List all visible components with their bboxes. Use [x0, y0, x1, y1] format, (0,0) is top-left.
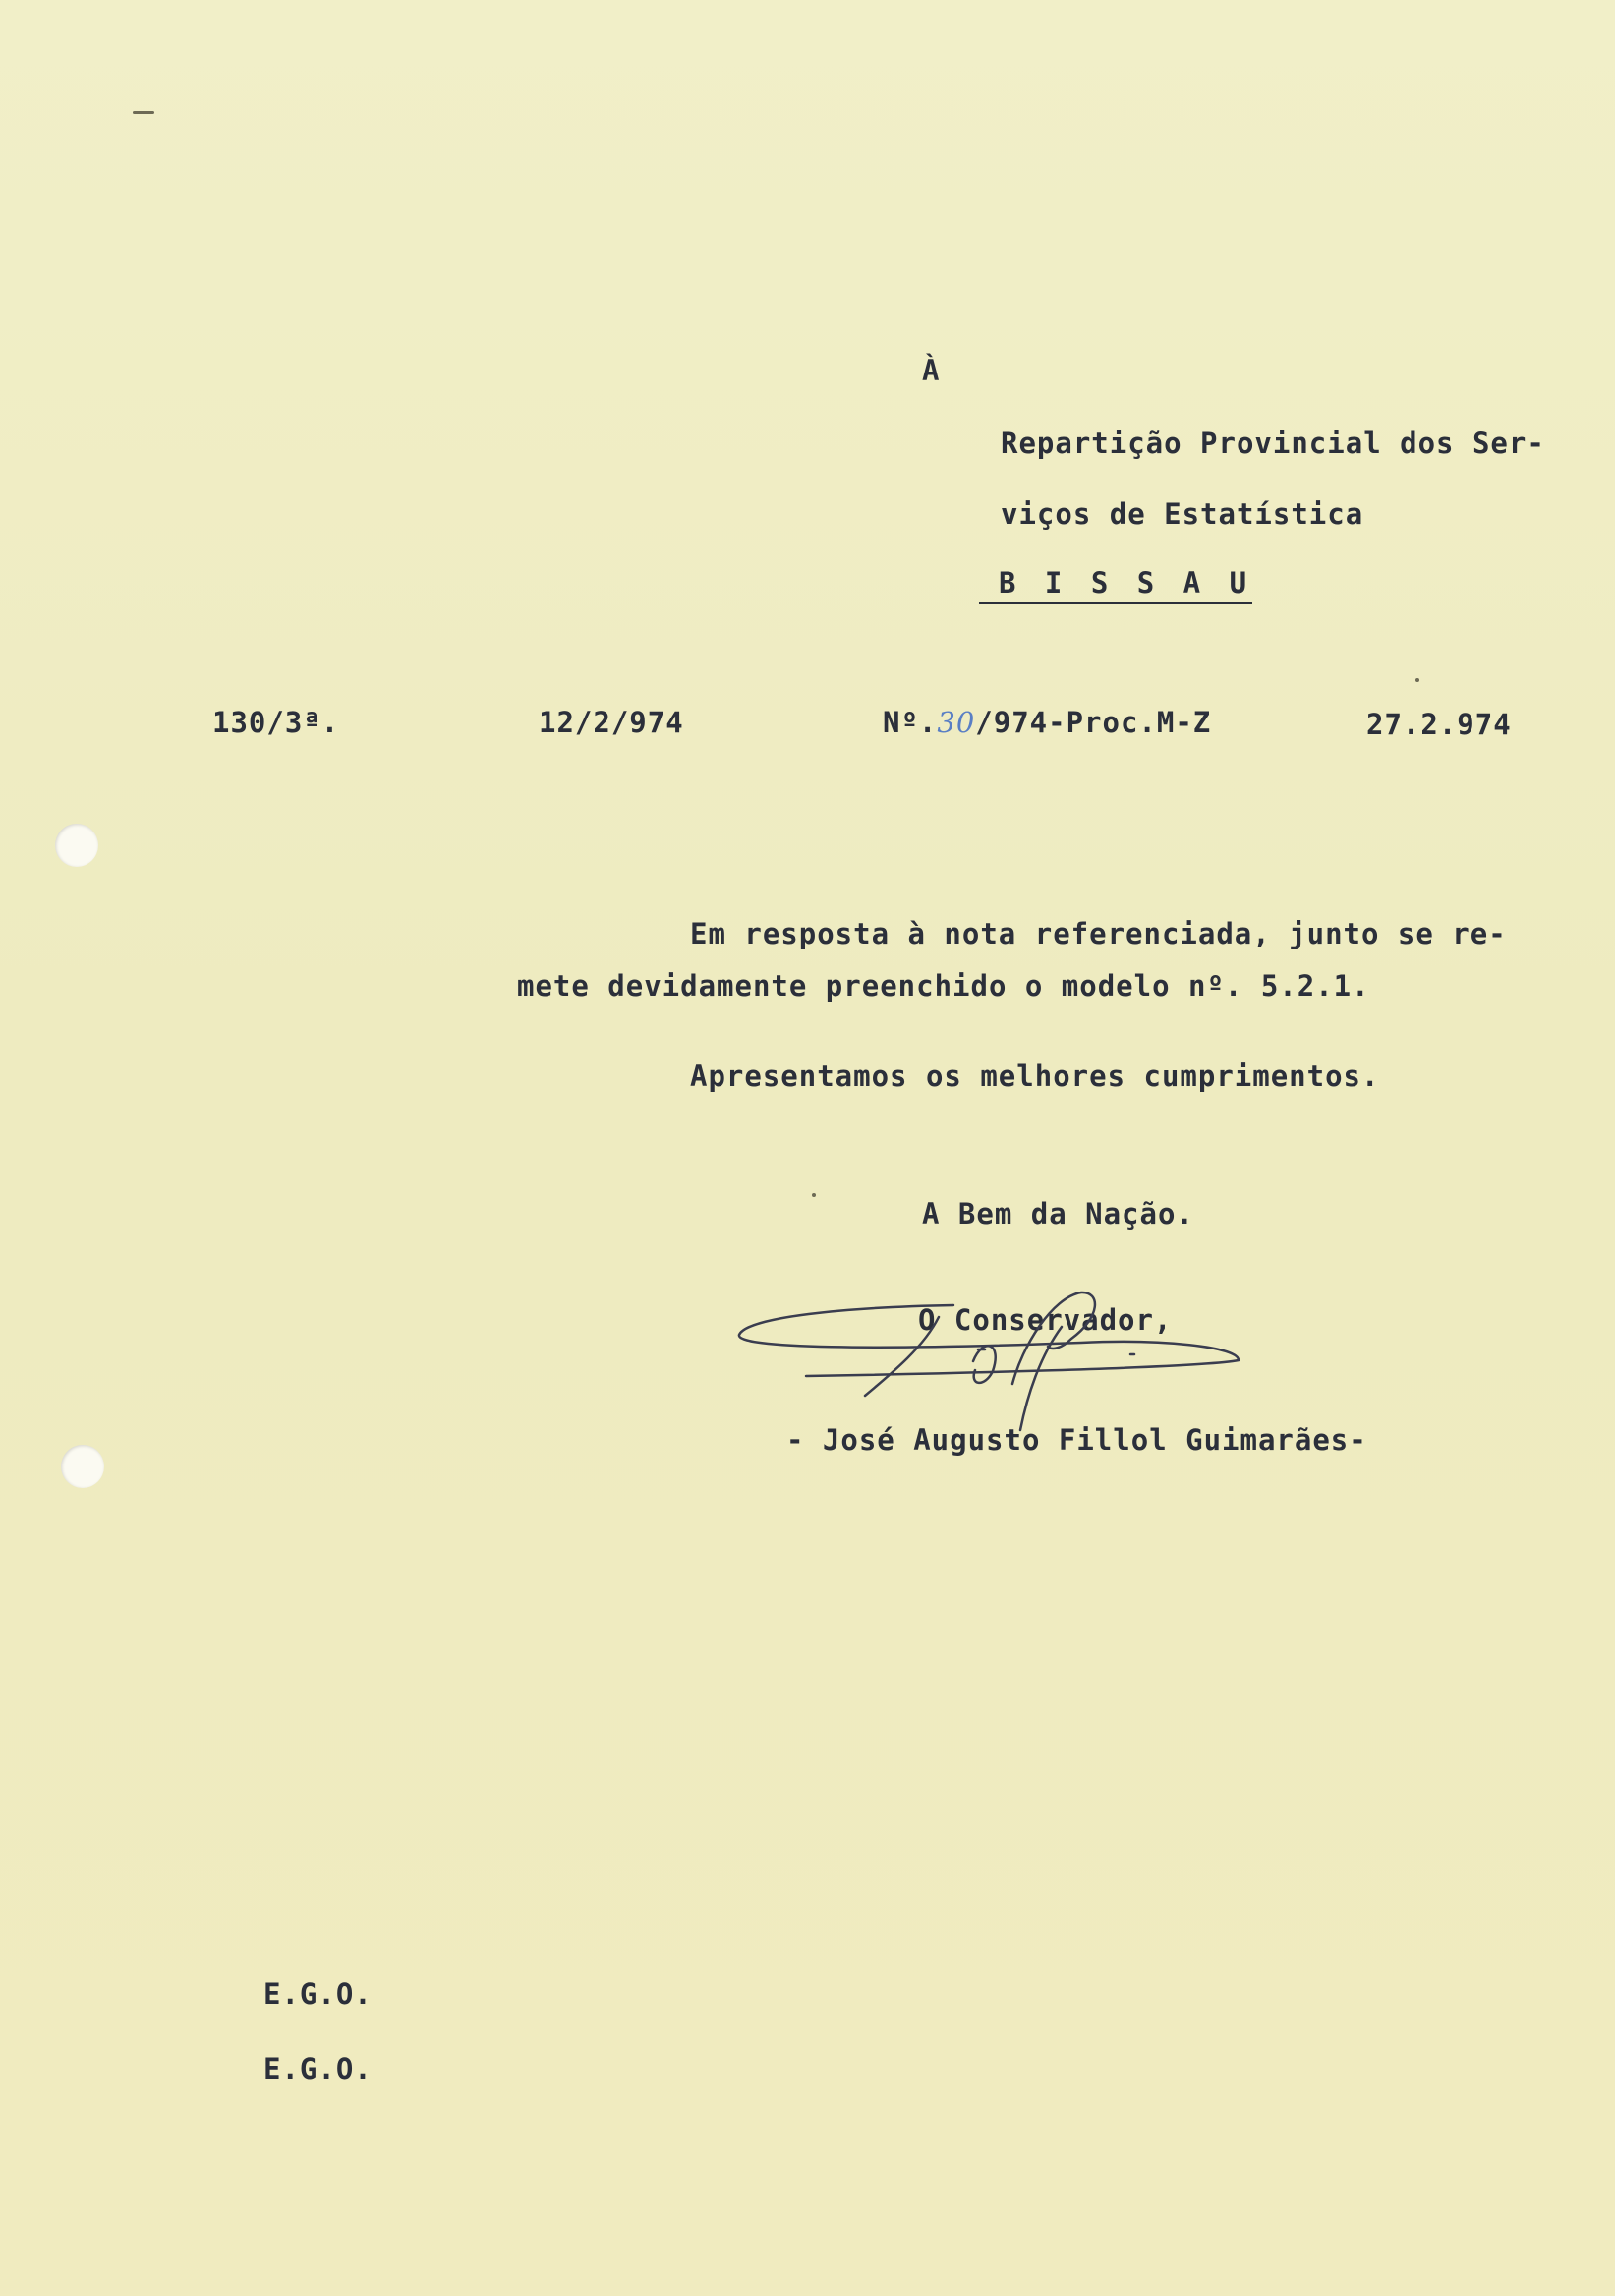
- addressee-line-1: Repartição Provincial dos Ser-: [1001, 427, 1545, 460]
- footer-initials-1: E.G.O.: [263, 1978, 373, 2011]
- handwritten-signature: [727, 1278, 1258, 1435]
- reference-date: 12/2/974: [539, 706, 684, 739]
- signatory-role: O Conservador,: [918, 1303, 1173, 1337]
- punch-hole-top: [55, 824, 98, 867]
- signatory-name: - José Augusto Fillol Guimarães-: [786, 1423, 1367, 1457]
- body-paragraph-1-line-1: Em resposta à nota referenciada, junto se re-: [690, 917, 1507, 950]
- document-number-handwritten: 30: [937, 706, 976, 739]
- document-number: [883, 706, 1211, 739]
- reference-number: 130/3ª.: [212, 706, 340, 739]
- addressee-city: B I S S A U: [999, 566, 1253, 600]
- addressee-to: À: [922, 354, 941, 387]
- closing-salutation: A Bem da Nação.: [922, 1197, 1194, 1231]
- document-number-prefix: Nº.: [883, 706, 938, 739]
- city-underline: [979, 602, 1252, 604]
- body-paragraph-2: Apresentamos os melhores cumprimentos.: [690, 1060, 1380, 1093]
- document-date: 27.2.974: [1366, 708, 1512, 741]
- paper-speck: [1415, 678, 1419, 682]
- footer-initials-2: E.G.O.: [263, 2052, 373, 2086]
- punch-hole-bottom: [61, 1445, 104, 1488]
- paper-speck: [812, 1193, 816, 1197]
- document-number-suffix: /974-Proc.M-Z: [975, 706, 1212, 739]
- paper-speck: [133, 111, 154, 114]
- addressee-line-2: viços de Estatística: [1001, 497, 1364, 531]
- body-paragraph-1-line-2: mete devidamente preenchido o modelo nº. 5.2.1.: [517, 969, 1370, 1003]
